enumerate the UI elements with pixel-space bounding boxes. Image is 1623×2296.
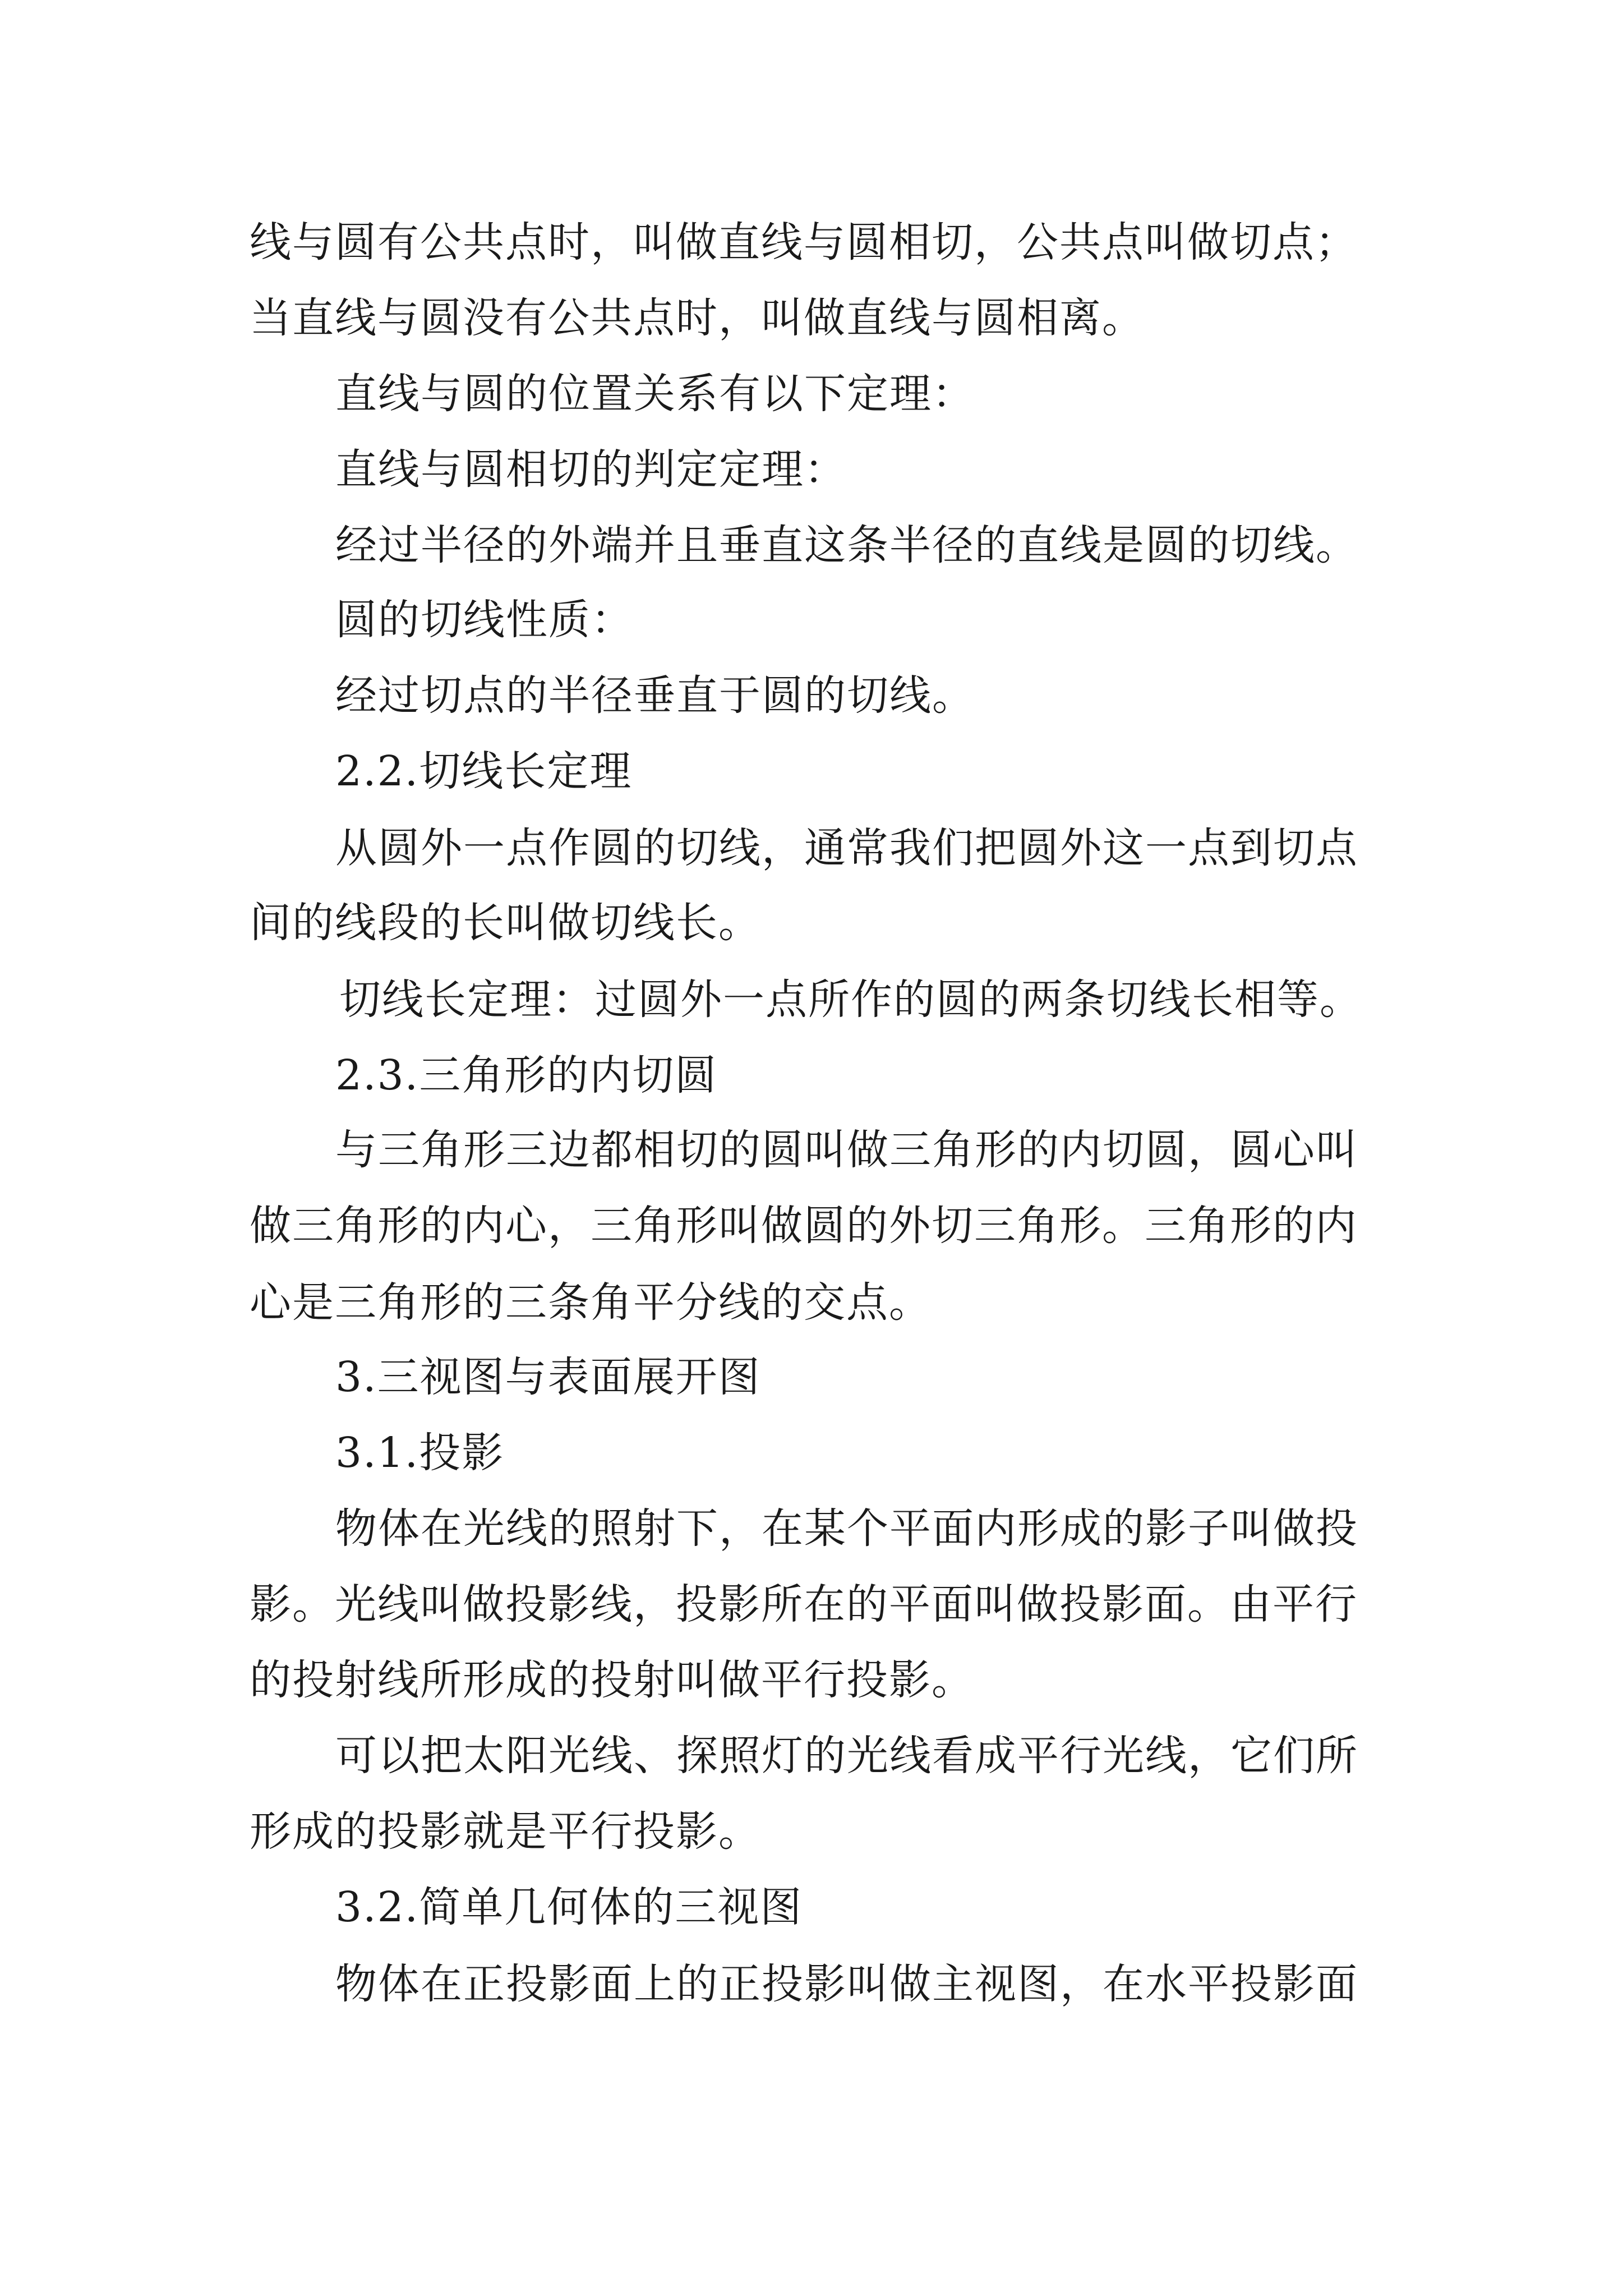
paragraph-line: 影。光线叫做投影线，投影所在的平面叫做投影面。由平行 <box>250 1580 1358 1628</box>
section-heading: 3.三视图与表面展开图 <box>335 1353 761 1401</box>
paragraph-line: 物体在光线的照射下，在某个平面内形成的影子叫做投 <box>335 1504 1358 1553</box>
paragraph-line: 线与圆有公共点时，叫做直线与圆相切，公共点叫做切点； <box>250 218 1358 266</box>
paragraph-line: 经过半径的外端并且垂直这条半径的直线是圆的切线。 <box>335 521 1358 569</box>
paragraph-line: 当直线与圆没有公共点时，叫做直线与圆相离。 <box>250 294 1145 342</box>
paragraph-line: 从圆外一点作圆的切线，通常我们把圆外这一点到切点 <box>335 824 1358 872</box>
paragraph-line: 心是三角形的三条角平分线的交点。 <box>250 1278 932 1327</box>
paragraph-line: 的投射线所形成的投射叫做平行投影。 <box>250 1656 974 1704</box>
paragraph-line: 切线长定理：过圆外一点所作的圆的两条切线长相等。 <box>339 976 1362 1024</box>
paragraph-line: 经过切点的半径垂直于圆的切线。 <box>335 671 975 720</box>
paragraph-line: 可以把太阳光线、探照灯的光线看成平行光线，它们所 <box>335 1732 1358 1780</box>
section-heading: 2.2.切线长定理 <box>335 747 633 795</box>
paragraph-line: 间的线段的长叫做切线长。 <box>250 899 761 947</box>
section-heading: 2.3.三角形的内切圆 <box>335 1051 718 1099</box>
paragraph-line: 形成的投影就是平行投影。 <box>250 1807 761 1856</box>
paragraph-line: 物体在正投影面上的正投影叫做主视图，在水平投影面 <box>335 1960 1358 2008</box>
paragraph-line: 直线与圆的位置关系有以下定理： <box>335 370 975 418</box>
paragraph-line: 圆的切线性质： <box>335 596 634 644</box>
paragraph-line: 做三角形的内心，三角形叫做圆的外切三角形。三角形的内 <box>250 1202 1358 1250</box>
section-heading: 3.1.投影 <box>335 1429 505 1477</box>
paragraph-line: 直线与圆相切的判定定理： <box>335 445 847 494</box>
section-heading: 3.2.简单几何体的三视图 <box>335 1883 803 1931</box>
paragraph-line: 与三角形三边都相切的圆叫做三角形的内切圆，圆心叫 <box>335 1126 1358 1174</box>
